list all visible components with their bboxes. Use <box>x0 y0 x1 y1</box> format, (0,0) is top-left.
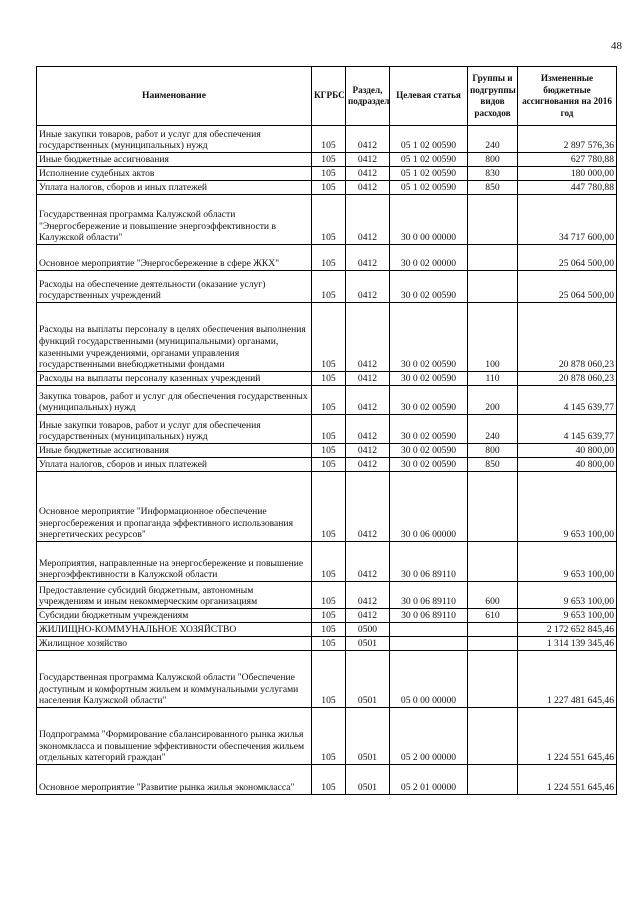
row-amount: 9 653 100,00 <box>518 542 617 582</box>
header-name: Наименование <box>37 67 312 126</box>
table-row <box>37 444 617 458</box>
row-amount: 9 653 100,00 <box>518 472 617 542</box>
row-razdel: 0500 <box>346 623 390 637</box>
row-name: Государственная программа Калужской области "Энергосбережение и повышение энергоэффективности в Калужской области" <box>37 195 312 245</box>
row-group <box>468 637 518 651</box>
row-group: 800 <box>468 444 518 458</box>
row-kgrbs: 105 <box>312 167 346 181</box>
row-kgrbs: 105 <box>312 637 346 651</box>
row-amount: 180 000,00 <box>518 167 617 181</box>
row-group <box>468 472 518 542</box>
row-target: 30 0 02 00590 <box>390 444 468 458</box>
header-group: Группы и подгруппы видов расходов <box>468 67 518 126</box>
table-row <box>37 765 617 795</box>
row-name: Иные бюджетные ассигнования <box>37 153 312 167</box>
table-row <box>37 609 617 623</box>
row-target: 05 1 02 00590 <box>390 126 468 153</box>
row-group: 610 <box>468 609 518 623</box>
row-name: Основное мероприятие "Информационное обеспечение энергосбережения и пропаганда эффективного использования энергетических ресурсов" <box>37 472 312 542</box>
header-razdel: Раздел, подраздел <box>346 67 390 126</box>
row-amount: 9 653 100,00 <box>518 582 617 609</box>
row-razdel: 0412 <box>346 126 390 153</box>
row-kgrbs: 105 <box>312 415 346 444</box>
row-group <box>468 708 518 765</box>
row-kgrbs: 105 <box>312 458 346 472</box>
row-amount: 34 717 600,00 <box>518 195 617 245</box>
row-kgrbs: 105 <box>312 444 346 458</box>
row-kgrbs: 105 <box>312 126 346 153</box>
row-amount: 1 224 551 645,46 <box>518 765 617 795</box>
row-razdel: 0412 <box>346 472 390 542</box>
row-group <box>468 542 518 582</box>
table-row <box>37 637 617 651</box>
row-target <box>390 623 468 637</box>
row-group: 110 <box>468 372 518 386</box>
row-kgrbs: 105 <box>312 386 346 415</box>
row-amount: 25 064 500,00 <box>518 271 617 303</box>
row-amount: 4 145 639,77 <box>518 386 617 415</box>
row-amount: 2 172 652 845,46 <box>518 623 617 637</box>
row-amount: 40 800,00 <box>518 444 617 458</box>
row-name: Основное мероприятие "Развитие рынка жилья экономкласса" <box>37 765 312 795</box>
row-name: Исполнение судебных актов <box>37 167 312 181</box>
row-group: 240 <box>468 415 518 444</box>
row-razdel: 0412 <box>346 181 390 195</box>
row-amount: 20 878 060,23 <box>518 303 617 372</box>
row-target: 30 0 06 89110 <box>390 582 468 609</box>
table-row <box>37 303 617 372</box>
row-group <box>468 195 518 245</box>
table-row <box>37 181 617 195</box>
row-razdel: 0412 <box>346 609 390 623</box>
row-name: Подпрограмма "Формирование сбалансированного рынка жилья экономкласса и повышение эффективности обеспечения жильем отдельных категорий граждан" <box>37 708 312 765</box>
row-target: 05 1 02 00590 <box>390 167 468 181</box>
table-row <box>37 195 617 245</box>
row-razdel: 0412 <box>346 195 390 245</box>
row-kgrbs: 105 <box>312 245 346 271</box>
row-razdel: 0501 <box>346 637 390 651</box>
row-kgrbs: 105 <box>312 582 346 609</box>
row-razdel: 0412 <box>346 167 390 181</box>
row-kgrbs: 105 <box>312 181 346 195</box>
row-target: 30 0 02 00000 <box>390 245 468 271</box>
row-name: Расходы на выплаты персоналу казенных учреждений <box>37 372 312 386</box>
row-group: 600 <box>468 582 518 609</box>
row-target: 30 0 02 00590 <box>390 386 468 415</box>
table-row <box>37 372 617 386</box>
table-row <box>37 271 617 303</box>
row-target: 30 0 02 00590 <box>390 415 468 444</box>
table-header-row <box>37 67 617 126</box>
row-target: 05 0 00 00000 <box>390 651 468 708</box>
budget-table <box>36 66 617 795</box>
row-amount: 1 224 551 645,46 <box>518 708 617 765</box>
row-amount: 2 897 576,36 <box>518 126 617 153</box>
row-amount: 20 878 060,23 <box>518 372 617 386</box>
row-name: Иные бюджетные ассигнования <box>37 444 312 458</box>
row-kgrbs: 105 <box>312 651 346 708</box>
row-target: 30 0 00 00000 <box>390 195 468 245</box>
row-name: Иные закупки товаров, работ и услуг для обеспечения государственных (муниципальных) нужд <box>37 415 312 444</box>
table-row <box>37 415 617 444</box>
header-amount: Измененные бюджетные ассигнования на 2016 год <box>518 67 617 126</box>
row-amount: 9 653 100,00 <box>518 609 617 623</box>
row-razdel: 0501 <box>346 765 390 795</box>
row-group <box>468 245 518 271</box>
row-kgrbs: 105 <box>312 623 346 637</box>
row-amount: 627 780,88 <box>518 153 617 167</box>
row-group: 800 <box>468 153 518 167</box>
table-row <box>37 167 617 181</box>
row-kgrbs: 105 <box>312 372 346 386</box>
row-target: 30 0 02 00590 <box>390 303 468 372</box>
table-row <box>37 153 617 167</box>
row-razdel: 0412 <box>346 386 390 415</box>
row-name: Субсидии бюджетным учреждениям <box>37 609 312 623</box>
row-name: Расходы на выплаты персоналу в целях обеспечения выполнения функций государственными (муниципальными) органами, казенными учреждениями, органами управления государственными внебюджетными фондами <box>37 303 312 372</box>
row-kgrbs: 105 <box>312 542 346 582</box>
row-kgrbs: 105 <box>312 708 346 765</box>
row-target: 05 1 02 00590 <box>390 181 468 195</box>
row-target: 05 2 00 00000 <box>390 708 468 765</box>
row-razdel: 0412 <box>346 444 390 458</box>
row-razdel: 0412 <box>346 271 390 303</box>
row-group: 100 <box>468 303 518 372</box>
row-razdel: 0412 <box>346 582 390 609</box>
row-amount: 40 800,00 <box>518 458 617 472</box>
row-razdel: 0412 <box>346 458 390 472</box>
row-group <box>468 271 518 303</box>
row-group: 200 <box>468 386 518 415</box>
row-razdel: 0412 <box>346 415 390 444</box>
row-target: 05 1 02 00590 <box>390 153 468 167</box>
row-kgrbs: 105 <box>312 153 346 167</box>
row-group <box>468 651 518 708</box>
row-amount: 1 314 139 345,46 <box>518 637 617 651</box>
header-kgrbs: КГРБС <box>312 67 346 126</box>
row-target: 30 0 06 00000 <box>390 472 468 542</box>
row-razdel: 0412 <box>346 303 390 372</box>
row-target: 30 0 02 00590 <box>390 271 468 303</box>
row-target: 05 2 01 00000 <box>390 765 468 795</box>
table-row <box>37 386 617 415</box>
row-razdel: 0412 <box>346 372 390 386</box>
row-kgrbs: 105 <box>312 271 346 303</box>
row-razdel: 0412 <box>346 245 390 271</box>
row-name: Иные закупки товаров, работ и услуг для обеспечения государственных (муниципальных) нужд <box>37 126 312 153</box>
row-name: Жилищное хозяйство <box>37 637 312 651</box>
row-kgrbs: 105 <box>312 765 346 795</box>
row-name: Государственная программа Калужской области "Обеспечение доступным и комфортным жильем и коммунальными услугами населения Калужской области" <box>37 651 312 708</box>
row-kgrbs: 105 <box>312 609 346 623</box>
row-kgrbs: 105 <box>312 303 346 372</box>
header-target: Целевая статья <box>390 67 468 126</box>
row-name: Мероприятия, направленные на энергосбережение и повышение энергоэффективности в Калужской области <box>37 542 312 582</box>
row-name: Закупка товаров, работ и услуг для обеспечения государственных (муниципальных) нужд <box>37 386 312 415</box>
row-target: 30 0 06 89110 <box>390 542 468 582</box>
row-amount: 447 780,88 <box>518 181 617 195</box>
row-razdel: 0501 <box>346 708 390 765</box>
row-group: 240 <box>468 126 518 153</box>
row-amount: 25 064 500,00 <box>518 245 617 271</box>
row-amount: 1 227 481 645,46 <box>518 651 617 708</box>
table-row <box>37 245 617 271</box>
row-target: 30 0 02 00590 <box>390 372 468 386</box>
table-row <box>37 458 617 472</box>
row-target: 30 0 02 00590 <box>390 458 468 472</box>
table-row <box>37 708 617 765</box>
page-number: 48 <box>611 40 622 52</box>
table-row <box>37 542 617 582</box>
row-name: Уплата налогов, сборов и иных платежей <box>37 458 312 472</box>
table-row <box>37 472 617 542</box>
row-razdel: 0501 <box>346 651 390 708</box>
row-name: ЖИЛИЩНО-КОММУНАЛЬНОЕ ХОЗЯЙСТВО <box>37 623 312 637</box>
row-group: 850 <box>468 458 518 472</box>
row-group: 830 <box>468 167 518 181</box>
row-razdel: 0412 <box>346 542 390 582</box>
row-kgrbs: 105 <box>312 472 346 542</box>
row-kgrbs: 105 <box>312 195 346 245</box>
row-group: 850 <box>468 181 518 195</box>
row-group <box>468 765 518 795</box>
row-target <box>390 637 468 651</box>
row-name: Основное мероприятие "Энергосбережение в сфере ЖКХ" <box>37 245 312 271</box>
row-razdel: 0412 <box>346 153 390 167</box>
table-row <box>37 126 617 153</box>
row-name: Расходы на обеспечение деятельности (оказание услуг) государственных учреждений <box>37 271 312 303</box>
row-amount: 4 145 639,77 <box>518 415 617 444</box>
table-row <box>37 623 617 637</box>
table-row <box>37 651 617 708</box>
table-row <box>37 582 617 609</box>
row-group <box>468 623 518 637</box>
row-name: Уплата налогов, сборов и иных платежей <box>37 181 312 195</box>
row-name: Предоставление субсидий бюджетным, автономным учреждениям и иным некоммерческим организациям <box>37 582 312 609</box>
row-target: 30 0 06 89110 <box>390 609 468 623</box>
